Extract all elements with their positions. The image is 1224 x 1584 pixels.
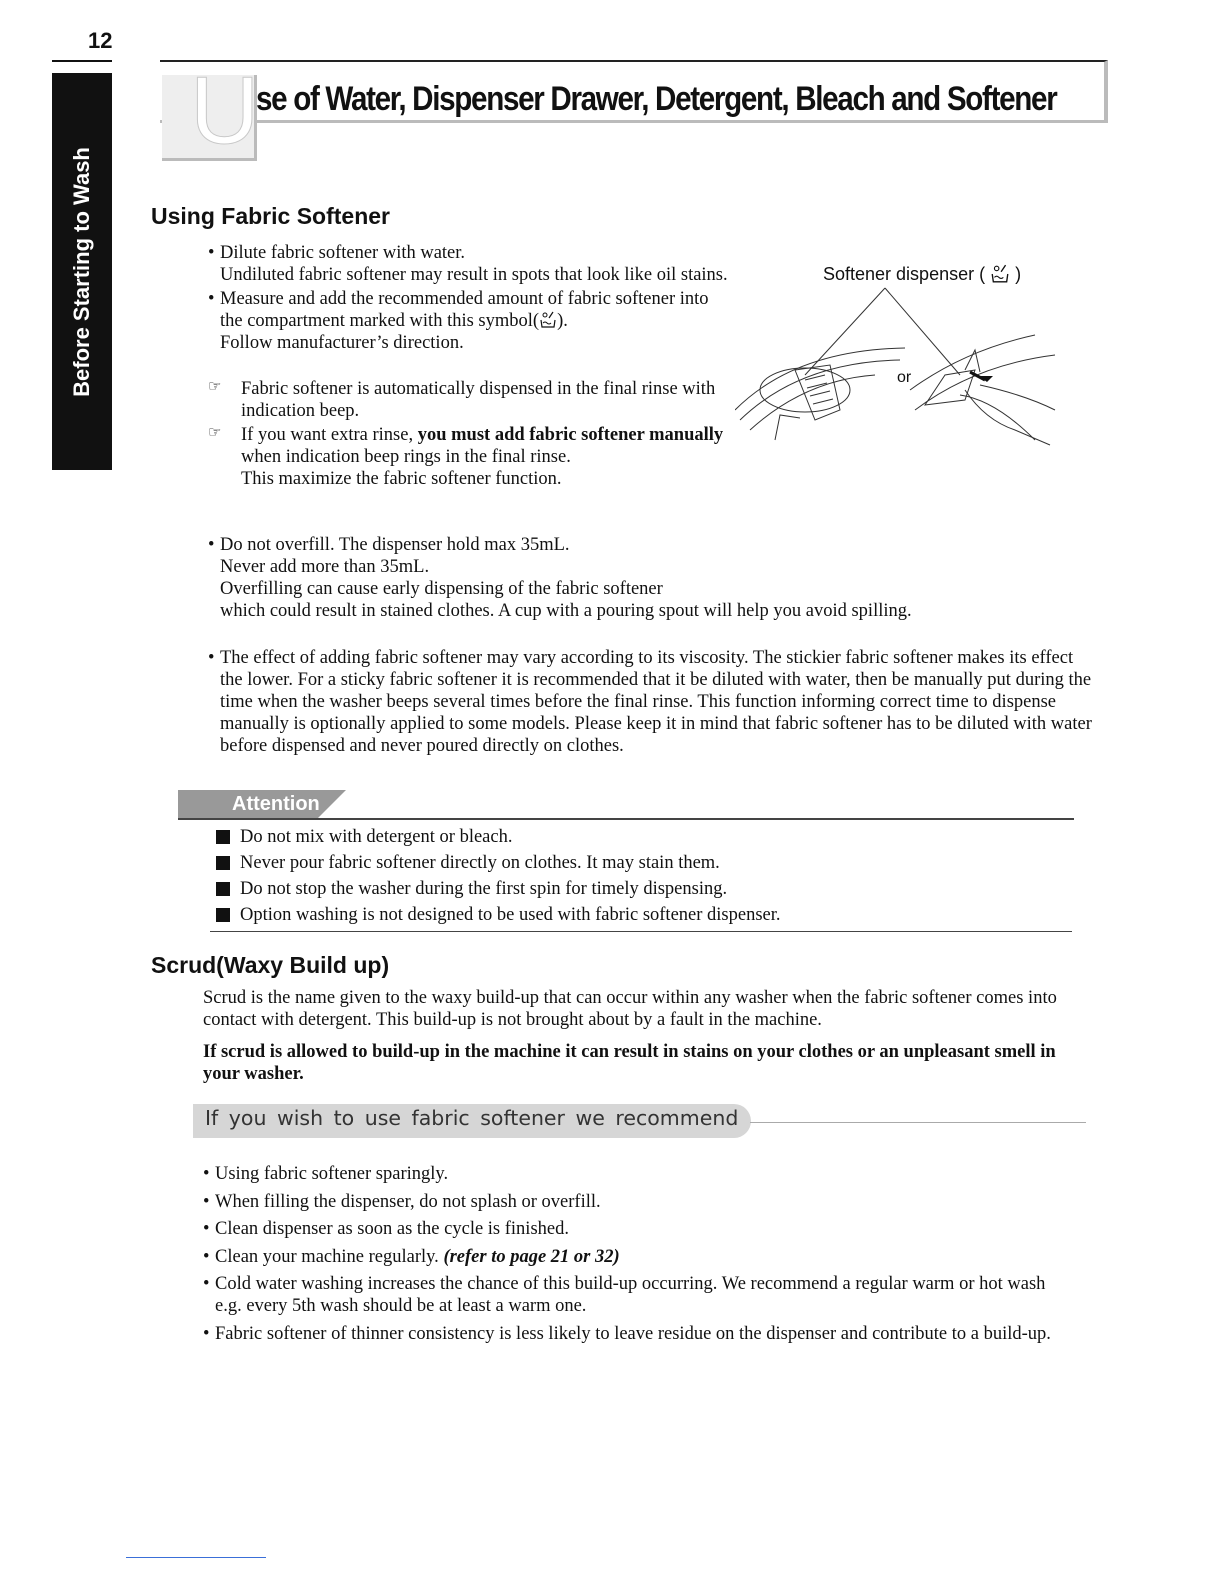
- page-number-rule: [52, 60, 112, 62]
- square-bullet-icon: [216, 856, 230, 870]
- pointing-hand-icon: ☞: [208, 425, 222, 441]
- list-item: • When filling the dispenser, do not splash or overfill.: [203, 1191, 1073, 1213]
- list-item: • Clean dispenser as soon as the cycle is finished.: [203, 1218, 1073, 1240]
- side-tab: [52, 73, 112, 470]
- list-item: • Fabric softener of thinner consistency is less likely to leave residue on the dispenser and contribute to a build-up.: [203, 1323, 1073, 1345]
- footer-link-rule: [126, 1557, 266, 1558]
- page-reference: (refer to page 21 or 32): [443, 1246, 620, 1267]
- side-tab-label: Before Starting to Wash: [69, 146, 94, 397]
- title-initial-box: [162, 57, 260, 164]
- list-item: • Using fabric softener sparingly.: [203, 1163, 1073, 1185]
- bullet-measure: • Measure and add the recommended amount of fabric softener into the compartment marked with this symbol( ). Follow manufacturer’s direction.: [208, 288, 728, 354]
- scrud-description: Scrud is the name given to the waxy build-up that can occur within any washer when the fabric softener comes into contact with detergent. This build-up is not brought about by a fault in the machine.: [203, 988, 1057, 1030]
- section-heading-fabric-softener: Using Fabric Softener: [151, 203, 390, 229]
- square-bullet-icon: [216, 908, 230, 922]
- fabric-softener-instructions: [208, 242, 728, 490]
- bullet-viscosity: • The effect of adding fabric softener may vary according to its viscosity. The stickier fabric softener makes its effect the lower. For a sticky fabric softener it is recommended that it be diluted with water, then be manually put during the time when the washer beeps several times before the final rinse. This function informing correct time to dispense manually is optionally applied to some models. Please keep it in mind that fabric softener has to be diluted with water before dispensed and never poured directly on clothes.: [208, 647, 1098, 757]
- bullet-dilute: • Dilute fabric softener with water. Undiluted fabric softener may result in spots that look like oil stains.: [208, 242, 728, 286]
- page-title: se of Water, Dispenser Drawer, Detergent, Bleach and Softener: [256, 80, 1057, 118]
- attention-item: Option washing is not designed to be used with fabric softener dispenser.: [216, 902, 781, 928]
- title-initial: U: [190, 57, 260, 164]
- recommend-banner-rule: [750, 1122, 1086, 1123]
- section-heading-scrud: Scrud(Waxy Build up): [151, 952, 390, 978]
- square-bullet-icon: [216, 830, 230, 844]
- attention-list: [216, 824, 781, 928]
- list-item: • Cold water washing increases the chance of this build-up occurring. We recommend a regular warm or hot wash e.g. every 5th wash should be at least a warm one.: [203, 1273, 1073, 1317]
- figure-caption: Softener dispenser ( ): [823, 264, 1022, 284]
- attention-label: Attention: [232, 793, 320, 815]
- bullet-overfill: • Do not overfill. The dispenser hold max 35mL. Never add more than 35mL. Overfilling can cause early dispensing of the fabric softener which could result in stained clothes. A cup with a pouring spout will help you avoid spilling.: [208, 534, 1108, 622]
- attention-item: Do not stop the washer during the first spin for timely dispensing.: [216, 876, 781, 902]
- attention-item: Do not mix with detergent or bleach.: [216, 824, 781, 850]
- attention-item: Never pour fabric softener directly on clothes. It may stain them.: [216, 850, 781, 876]
- recommend-banner-text: If you wish to use fabric softener we recommend: [205, 1106, 739, 1130]
- square-bullet-icon: [216, 882, 230, 896]
- attention-tab-tip: [318, 790, 346, 818]
- figure-or-label: or: [897, 369, 912, 386]
- softener-symbol-icon: [539, 311, 557, 329]
- recommend-list: [203, 1163, 1073, 1350]
- scrud-warning: If scrud is allowed to build-up in the machine it can result in stains on your clothes or an unpleasant smell in your washer.: [203, 1042, 1056, 1084]
- page-number: 12: [88, 28, 113, 53]
- note-extra-rinse: ☞ If you want extra rinse, you must add fabric softener manually when indication beep rings in the final rinse. This maximize the fabric softener function.: [208, 424, 728, 490]
- attention-top-rule: [178, 818, 1074, 820]
- pointing-hand-icon: ☞: [208, 379, 222, 395]
- note-auto-dispense: ☞ Fabric softener is automatically dispensed in the final rinse with indication beep.: [208, 378, 728, 422]
- softener-dispenser-illustration: [735, 280, 1065, 450]
- list-item: • Clean your machine regularly. (refer to page 21 or 32): [203, 1246, 1073, 1268]
- attention-bottom-rule: [210, 931, 1072, 932]
